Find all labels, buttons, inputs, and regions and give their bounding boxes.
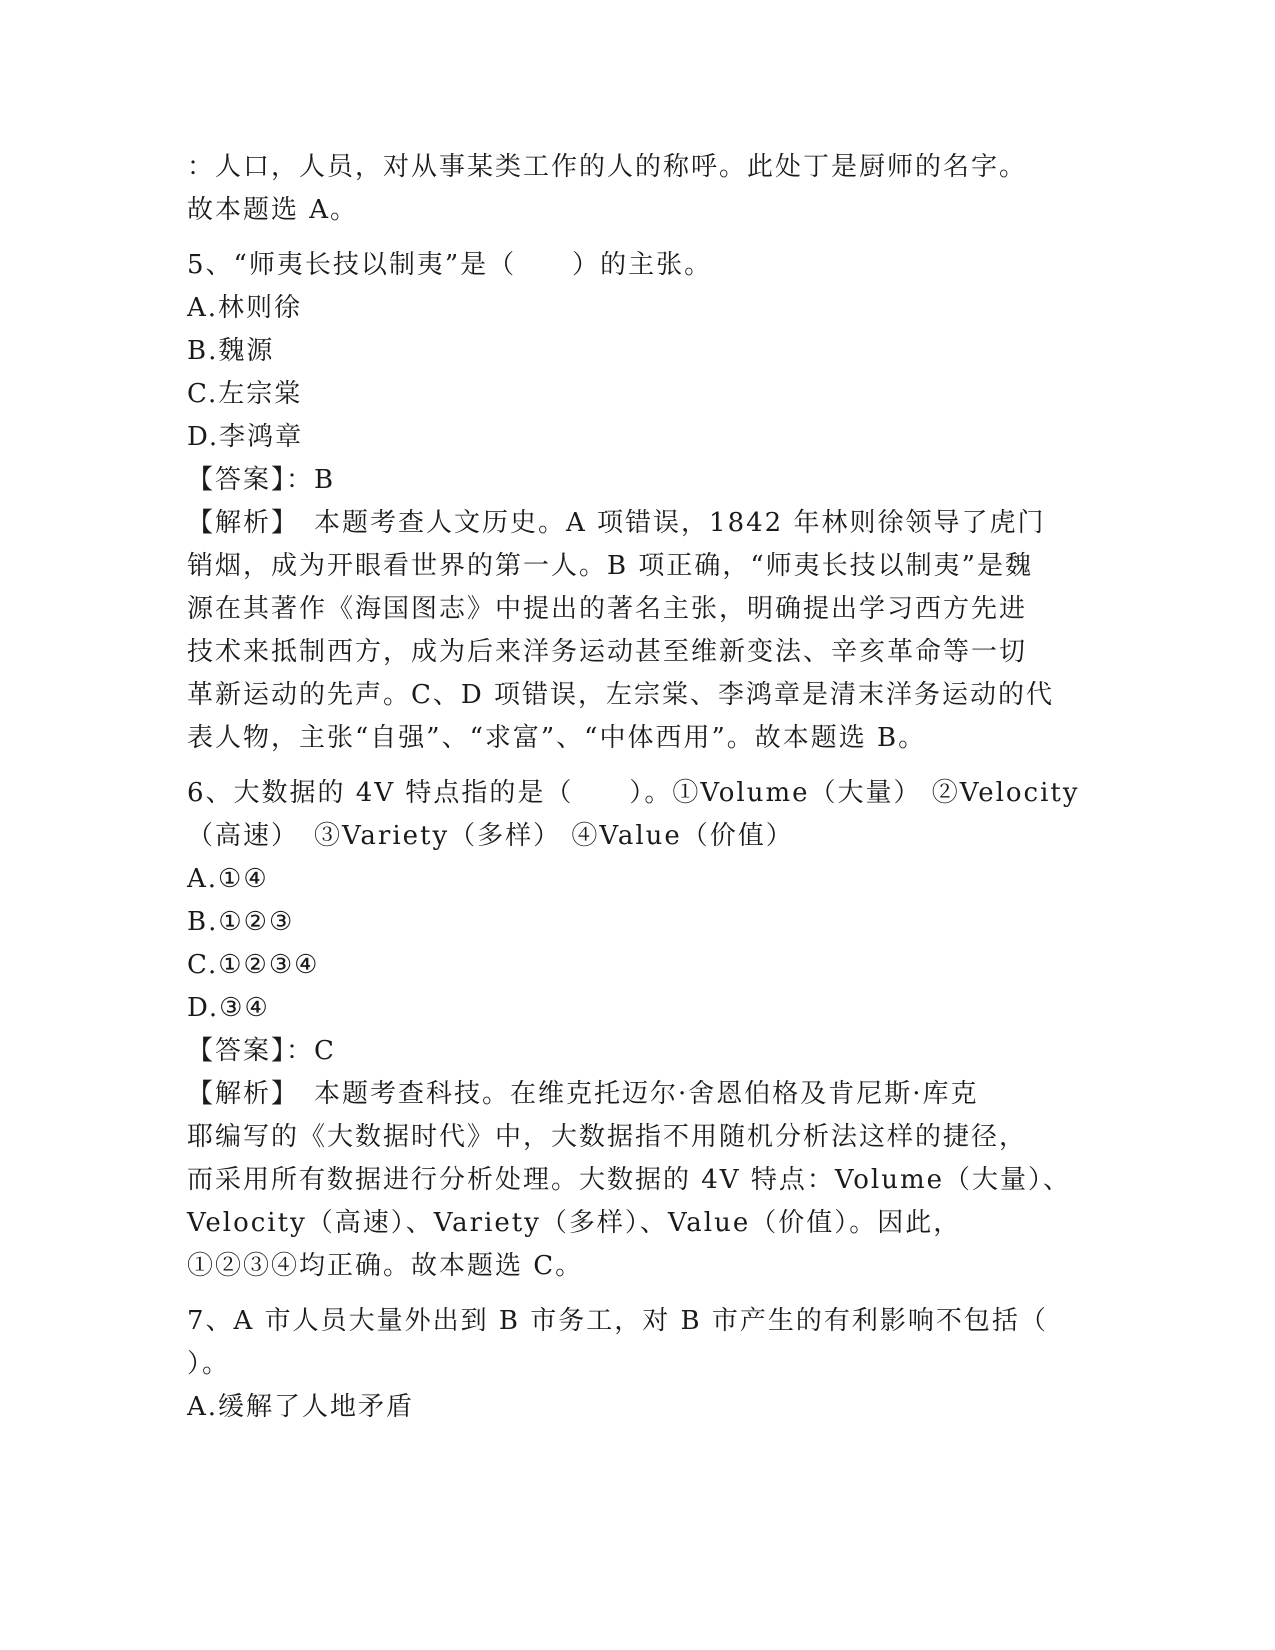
question-5 xyxy=(187,244,1087,760)
document-content xyxy=(187,146,1087,1429)
option-c: C.①②③④ xyxy=(187,950,320,980)
analysis-line: 耶编写的《大数据时代》中，大数据指不用随机分析法这样的捷径， xyxy=(187,1122,1028,1152)
question-stem: 5、“师夷长技以制夷”是（ ）的主张。 xyxy=(187,250,713,280)
analysis-line: 【解析】 本题考查科技。在维克托迈尔·舍恩伯格及肯尼斯·库克 xyxy=(187,1079,979,1109)
analysis-line: 技术来抵制西方，成为后来洋务运动甚至维新变法、辛亥革命等一切 xyxy=(187,637,1028,667)
intro-line: ：人口，人员，对从事某类工作的人的称呼。此处丁是厨师的名字。 xyxy=(187,152,1028,182)
analysis-line: 革新运动的先声。C、D 项错误，左宗棠、李鸿章是清末洋务运动的代 xyxy=(187,680,1055,710)
analysis-line: 【解析】 本题考查人文历史。A 项错误，1842 年林则徐领导了虎门 xyxy=(187,508,1046,538)
question-7 xyxy=(187,1300,1087,1429)
option-a: A.林则徐 xyxy=(187,293,303,323)
analysis-line: 源在其著作《海国图志》中提出的著名主张，明确提出学习西方先进 xyxy=(187,594,1028,624)
question-6 xyxy=(187,772,1087,1288)
analysis-line: 销烟，成为开眼看世界的第一人。B 项正确，“师夷长技以制夷”是魏 xyxy=(187,551,1033,581)
analysis-line: 而采用所有数据进行分析处理。大数据的 4V 特点：Volume（大量）、 xyxy=(187,1165,1071,1195)
question-stem: ）。 xyxy=(187,1349,231,1379)
option-d: D.李鸿章 xyxy=(187,422,304,452)
question-stem: （高速） ③Variety（多样） ④Value（价值） xyxy=(187,821,794,851)
analysis-line: Velocity（高速）、Variety（多样）、Value（价值）。因此， xyxy=(187,1208,962,1238)
option-d: D.③④ xyxy=(187,993,270,1023)
option-a: A.缓解了人地矛盾 xyxy=(187,1392,415,1422)
analysis-line: 表人物，主张“自强”、“求富”、“中体西用”。故本题选 B。 xyxy=(187,723,927,753)
answer-line: 【答案】：B xyxy=(187,465,336,495)
question-stem: 6、大数据的 4V 特点指的是（ ）。①Volume（大量） ②Velocity xyxy=(187,778,1080,808)
analysis-line: ①②③④均正确。故本题选 C。 xyxy=(187,1251,584,1281)
question-stem: 7、A 市人员大量外出到 B 市务工，对 B 市产生的有利影响不包括（ xyxy=(187,1306,1048,1336)
intro-line: 故本题选 A。 xyxy=(187,195,359,225)
option-b: B.魏源 xyxy=(187,336,275,366)
option-b: B.①②③ xyxy=(187,907,295,937)
intro-paragraph xyxy=(187,146,1087,232)
option-c: C.左宗棠 xyxy=(187,379,303,409)
answer-line: 【答案】：C xyxy=(187,1036,336,1066)
option-a: A.①④ xyxy=(187,864,269,894)
